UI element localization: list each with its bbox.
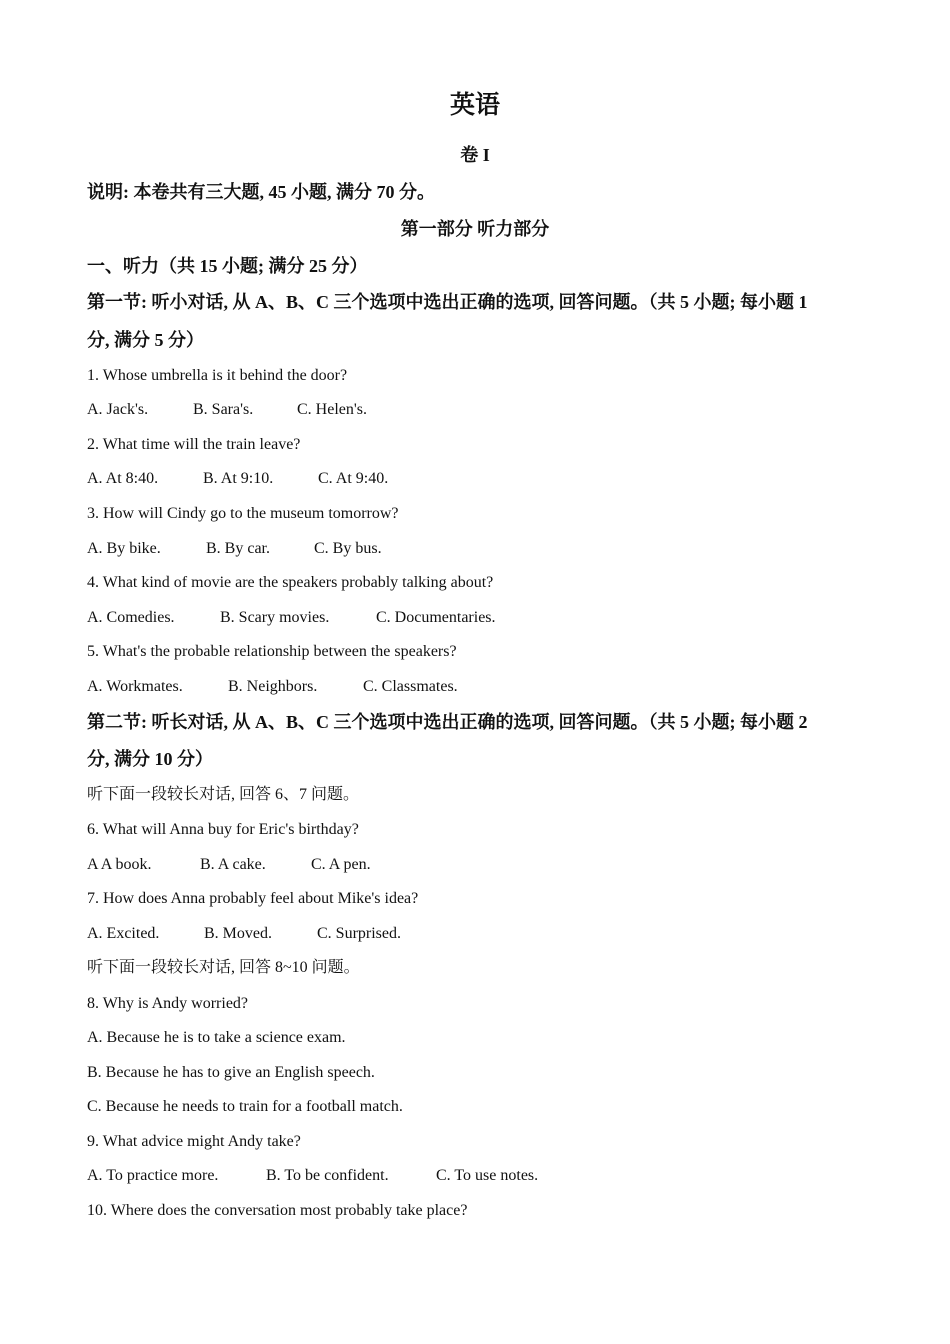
instruction-8-10: 听下面一段较长对话, 回答 8~10 问题。: [87, 959, 360, 976]
question-6-options: [87, 857, 371, 873]
option-a: A. Workmates.: [87, 678, 183, 695]
option-c: C. To use notes.: [436, 1167, 539, 1184]
question-4: 4. What kind of movie are the speakers probably talking about?: [87, 574, 494, 591]
option-b: B. Moved.: [204, 925, 272, 942]
option-c: C. Helen's.: [297, 401, 367, 418]
option-a: A. Jack's.: [87, 401, 149, 418]
option-c: C. A pen.: [311, 856, 371, 873]
question-8-option-a: A. Because he is to take a science exam.: [87, 1029, 346, 1046]
question-1: 1. Whose umbrella is it behind the door?: [87, 367, 348, 384]
question-3: 3. How will Cindy go to the museum tomorrow?: [87, 505, 399, 522]
option-c: C. Surprised.: [317, 925, 401, 942]
question-9-options: [87, 1168, 538, 1184]
question-8: 8. Why is Andy worried?: [87, 995, 249, 1012]
option-a: A. To practice more.: [87, 1167, 219, 1184]
question-10: 10. Where does the conversation most probably take place?: [87, 1202, 468, 1219]
option-a: A. Excited.: [87, 925, 160, 942]
question-2: 2. What time will the train leave?: [87, 436, 301, 453]
sub2-header-line1: 第二节: 听长对话, 从 A、B、C 三个选项中选出正确的选项, 回答问题。（共 5 小题; 每小题 2: [87, 712, 808, 732]
option-b: B. A cake.: [200, 856, 266, 873]
question-3-options: [87, 541, 382, 557]
question-7: 7. How does Anna probably feel about Mike's idea?: [87, 890, 419, 907]
option-b: B. To be confident.: [266, 1167, 389, 1184]
option-b: B. Scary movies.: [220, 609, 330, 626]
question-6: 6. What will Anna buy for Eric's birthday?: [87, 821, 359, 838]
sub1-header-line1: 第一节: 听小对话, 从 A、B、C 三个选项中选出正确的选项, 回答问题。（共 5 小题; 每小题 1: [87, 292, 808, 312]
sub2-header-line2: 分, 满分 10 分）: [87, 749, 213, 769]
option-a: A. By bike.: [87, 540, 161, 557]
part-title: 第一部分 听力部分: [400, 219, 550, 239]
question-7-options: [87, 926, 401, 942]
page-title: 英语: [449, 92, 500, 119]
option-b: B. At 9:10.: [203, 470, 274, 487]
question-8-option-b: B. Because he has to give an English speech.: [87, 1064, 375, 1081]
question-9: 9. What advice might Andy take?: [87, 1133, 301, 1150]
option-c: C. At 9:40.: [318, 470, 389, 487]
option-b: B. Neighbors.: [228, 678, 318, 695]
option-a: A. At 8:40.: [87, 470, 159, 487]
instruction-6-7: 听下面一段较长对话, 回答 6、7 问题。: [87, 786, 360, 803]
exam-note: 说明: 本卷共有三大题, 45 小题, 满分 70 分。: [87, 182, 435, 202]
option-c: C. By bus.: [314, 540, 382, 557]
question-4-options: [87, 610, 496, 626]
option-b: B. By car.: [206, 540, 270, 557]
question-5-options: [87, 679, 458, 695]
volume-label: 卷 I: [460, 145, 490, 165]
question-5: 5. What's the probable relationship between the speakers?: [87, 643, 457, 660]
option-c: C. Documentaries.: [376, 609, 496, 626]
question-8-option-c: C. Because he needs to train for a football match.: [87, 1098, 403, 1115]
option-b: B. Sara's.: [193, 401, 254, 418]
question-1-options: [87, 402, 367, 418]
option-a: A. Comedies.: [87, 609, 175, 626]
section1-header: 一、听力（共 15 小题; 满分 25 分）: [87, 256, 368, 276]
question-2-options: [87, 471, 388, 487]
option-c: C. Classmates.: [363, 678, 458, 695]
sub1-header-line2: 分, 满分 5 分）: [87, 330, 204, 350]
option-a: A A book.: [87, 856, 152, 873]
